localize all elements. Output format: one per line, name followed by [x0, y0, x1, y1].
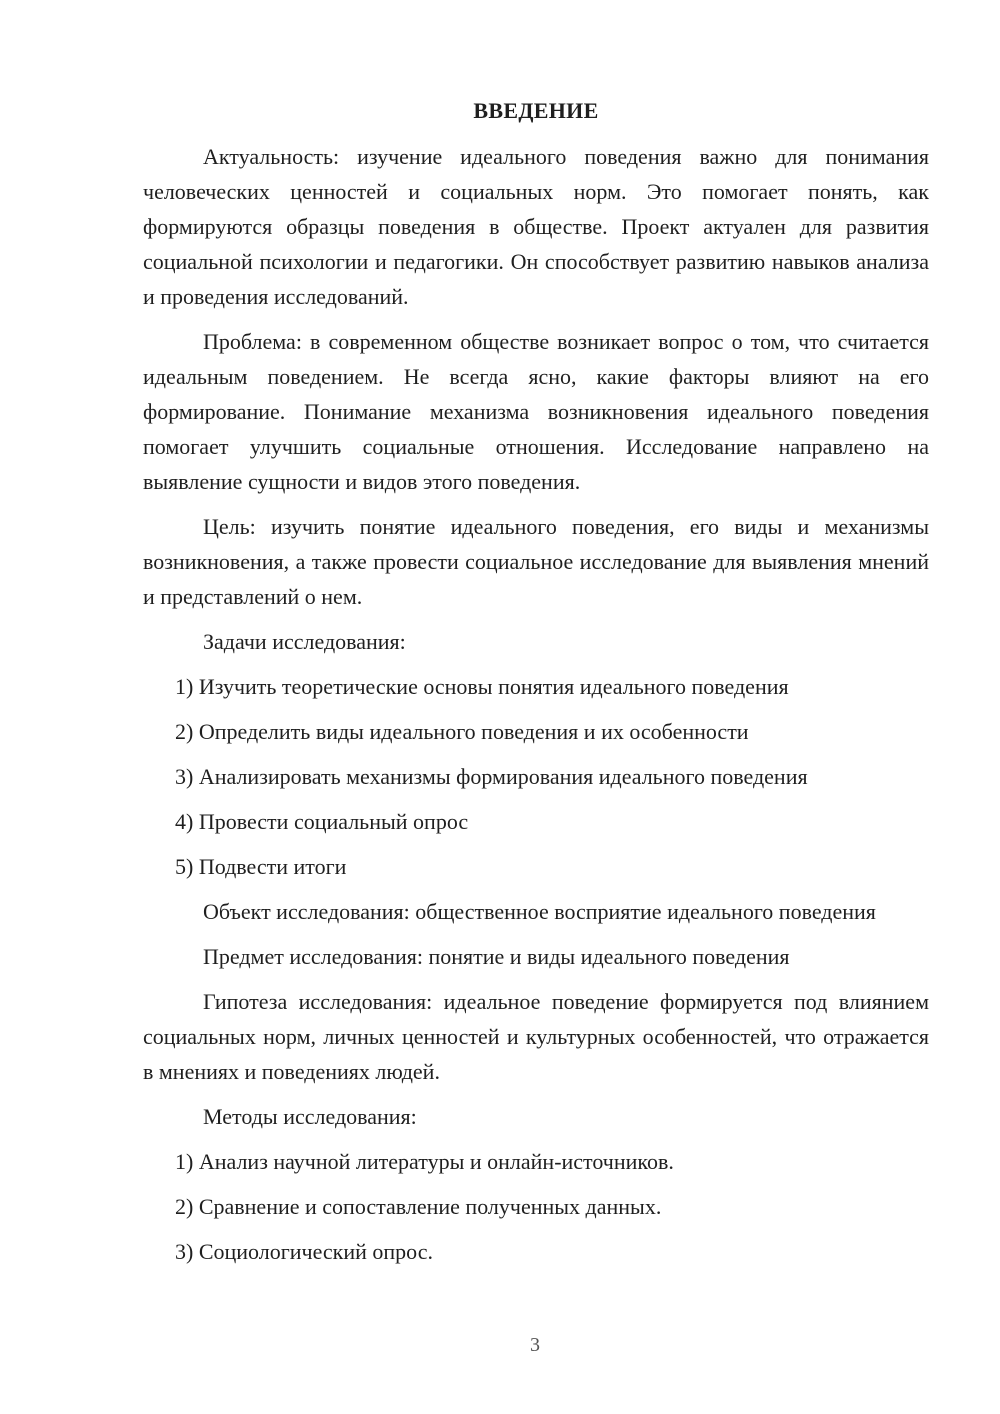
list-item: 2) Определить виды идеального поведения и их особенности — [175, 719, 749, 744]
problem-paragraph: Проблема: в современном обществе возникает вопрос о том, что считается идеальным поведением. Не всегда ясно, какие факторы влияют на его формирование. Понимание механизма возникновения идеального поведения помогает улучшить социальные отношения. Исследование направлено на выявление сущности и видов этого поведения. — [143, 329, 929, 494]
list-item: 3) Социологический опрос. — [175, 1239, 433, 1264]
list-item: 2) Сравнение и сопоставление полученных данных. — [175, 1194, 662, 1219]
relevance-paragraph: Актуальность: изучение идеального поведения важно для понимания человеческих ценностей и социальных норм. Это помогает понять, как формируются образцы поведения в обществе. Проект актуален для развития социальной психологии и педагогики. Он способствует развитию навыков анализа и проведения исследований. — [143, 144, 929, 309]
subject-paragraph: Предмет исследования: понятие и виды идеального поведения — [203, 944, 790, 969]
list-item: 1) Анализ научной литературы и онлайн-источников. — [175, 1149, 674, 1174]
tasks-heading: Задачи исследования: — [203, 629, 406, 654]
hypothesis-paragraph: Гипотеза исследования: идеальное поведение формируется под влиянием социальных норм, личных ценностей и культурных особенностей, что отражается в мнениях и поведениях людей. — [143, 989, 929, 1084]
list-item: 1) Изучить теоретические основы понятия идеального поведения — [175, 674, 789, 699]
list-item: 3) Анализировать механизмы формирования идеального поведения — [175, 764, 808, 789]
goal-paragraph: Цель: изучить понятие идеального поведения, его виды и механизмы возникновения, а также провести социальное исследование для выявления мнений и представлений о нем. — [143, 514, 929, 609]
page-title: ВВЕДЕНИЕ — [473, 98, 599, 123]
methods-heading: Методы исследования: — [203, 1104, 417, 1129]
document-page — [143, 95, 929, 1279]
tasks-list — [143, 669, 929, 884]
list-item: 4) Провести социальный опрос — [175, 809, 469, 834]
page-number: 3 — [530, 1334, 540, 1356]
object-paragraph: Объект исследования: общественное восприятие идеального поведения — [203, 899, 876, 924]
list-item: 5) Подвести итоги — [175, 854, 347, 879]
methods-list — [143, 1144, 929, 1269]
